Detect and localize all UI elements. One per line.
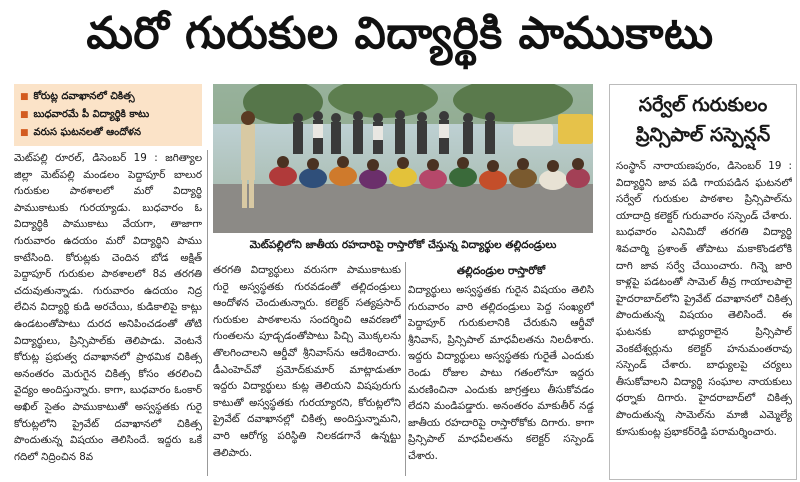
column-divider	[405, 262, 406, 476]
photo-caption: మెట్‌పల్లిలోని జాతీయ రహదారిపై రాస్తారోకో చేస్తున్న విద్యార్థుల తల్లిదండ్రులు	[249, 239, 557, 251]
highlight-text: కోరుట్ల దవాఖానలో చికిత్స	[33, 91, 135, 102]
bullet-icon: ■	[20, 110, 29, 120]
sidebar-title: సర్వేల్‌ గురుకులం ప్రిన్సిపాల్‌ సస్పెన్షన్‌	[635, 94, 771, 146]
highlight-item	[20, 106, 196, 124]
article-column-1	[14, 150, 202, 476]
bullet-icon: ■	[20, 128, 29, 138]
article-column-2	[213, 262, 401, 476]
article-text: తరగతి విద్యార్థులు వరుసగా పాముకాటుకు గురై అస్వస్థతకు గురవడంతో తల్లిదండ్రులు ఆందోళన చెందుతున్నారు. కలెక్టర్‌ సత్యప్రసాద్‌ గురుకుల పాఠశాలను సందర్శించి ఆవరణలో గుంతలను పూడ్చడంతోపాటు పిచ్చి మొక్కలను తొలగించాలని ఆర్డీవో శ్రీనివాస్‌ను ఆదేశించారు. డీఎంహెచ్‌వో ప్రమోద్‌కుమార్‌ మాట్లాడుతూ ఇద్దరు విద్యార్థులు కుట్ల తెలియని విషపురుగు కాటుతో అస్వస్థతకు గురయ్యారని, కోరుట్లలోని ప్రైవేట్‌ దవాఖానల్లో చికిత్స అందిస్తున్నామని, వారి ఆరోగ్య పరిస్థితి నిలకడగానే ఉన్నట్టు తెలిపారు.	[213, 264, 401, 459]
article-text: మెట్‌పల్లి రూరల్‌, డిసెంబర్‌ 19 : జగిత్యాల జిల్లా మెట్‌పల్లి మండలం పెద్దాపూర్‌ బాలుర గురుకుల పాఠశాలలో మరో విద్యార్థి పాముకాటుకు గురయ్యాడు. బుధవారం ఓ విద్యార్థికి పాముకాటు వేయగా, తాజాగా గురువారం ఉదయం మరో విద్యార్థిని పాము కాటేసింది. కోరుట్లకు చెందిన బోడ అక్షిత్‌ పెద్దాపూర్‌ గురుకుల పాఠశాలలో 8వ తరగతి చదువుతున్నాడు. గురువారం ఉదయం నిద్ర లేచిన విద్యార్థి కుడి అరచేయి, కుడికాలిపై కాట్లు ఉండటంతోపాటు దురద అనిపించడంతో తోటి విద్యార్థులు, ప్రిన్సిపాల్‌కు తెలిపాడు. వెంటనే కోరుట్ల ప్రభుత్వ దవాఖానలో ప్రాథమిక చికిత్స అనంతరం మెరుగైన చికిత్స కోసం తరలించి వైద్యం అందిస్తున్నారు. కాగా, బుధవారం ఓంకార్‌ అఖిల్‌ సైతం పాముకాటుతో అస్వస్థతకు గురై కోరుట్లలోని ప్రైవేట్‌ దవాఖానలో చికిత్స పొందుతున్న విషయం తెలిసిందే. ఇద్దరు ఒకే గదిలో నిద్రించిన 8వ	[14, 152, 202, 463]
headline: మరో గురుకుల విద్యార్థికి పాముకాటు	[86, 8, 714, 59]
highlight-text: వరుస ఘటనలతో ఆందోళన	[33, 127, 142, 138]
article-column-4	[616, 158, 792, 474]
bullet-icon: ■	[20, 92, 29, 102]
highlight-item	[20, 88, 196, 106]
column-divider	[207, 150, 208, 476]
protest-photo	[213, 84, 593, 233]
protest-photo-illustration	[213, 84, 593, 233]
highlight-text: బుధవారమే పీ విద్యార్థికి కాటు	[33, 109, 150, 120]
article-text: విద్యార్థులు అస్వస్థతకు గురైన విషయం తెలిసి గురువారం వారి తల్లిదండ్రులు పెద్ద సంఖ్యలో పెద్దాపూర్‌ గురుకులానికి చేరుకుని ఆర్డీవో శ్రీనివాస్‌, ప్రిన్సిపాల్‌ మాధవీలతను నిలదీశారు. ఇద్దరు విద్యార్థులు అస్వస్థతకు గురైతే ఎందుకు రెండు రోజుల పాటు గతంలోనూ ఇద్దరు మరణించినా ఎందుకు జాగ్రత్తలు తీసుకోవడం లేదని మండిపడ్డారు. అనంతరం మాకుతీర్‌ నడ్ద జాతీయ రహదారిపై రాస్తారోకోకు దిగారు. కాగా ప్రిన్సిపాల్‌ మాధవీలతను కలెక్టర్‌ సస్పెండ్‌ చేశారు.	[408, 284, 594, 462]
highlight-item	[20, 124, 196, 142]
article-text: సంస్థాన్‌ నారాయణపురం, డిసెంబర్‌ 19 : విద్యార్థిని జావ పడి గాయపడిన ఘటనలో సర్వేల్‌ గురుకుల పాఠశాల ప్రిన్సిపాల్‌ను యాదాద్రి కలెక్టర్‌ గురువారం సస్పెండ్‌ చేశారు. బుధవారం ఎనిమిదో తరగతి విద్యార్థి శివచార్మి ప్రశాంత్‌ తోపాటు మకాకొండలోకి దాగి జావ సర్వే చేయించారు. గిన్నె జారి కాళ్లపై పడటంతో సామెల్‌ తీవ్ర గాయాలపాలై హైదరాబాద్‌లోని ప్రైవేట్‌ దవాఖానలో చికిత్స పొందుతున్న విషయం తెలిసిందే. ఈ ఘటనకు బాధ్యురాలైన ప్రిన్సిపాల్‌ వెంకటేశ్వర్లును కలెక్టర్‌ హనుమంతరావు సస్పెండ్‌ చేశారు. బాధ్యులపై చర్యలు తీసుకోవాలని విద్యార్థి సంఘాల నాయకులు ధర్నాకు దిగారు. హైదరాబాద్‌లో చికిత్స పొందుతున్న సామెల్‌ను మాజీ ఎమ్మెల్యే కూసుకుంట్ల ప్రభాకర్‌రెడ్డి పరామర్శించారు.	[616, 160, 792, 438]
article-column-3	[408, 282, 594, 476]
subheading: తల్లిదండ్రుల రాస్తారోకో	[456, 265, 546, 277]
highlights-box	[14, 84, 202, 146]
